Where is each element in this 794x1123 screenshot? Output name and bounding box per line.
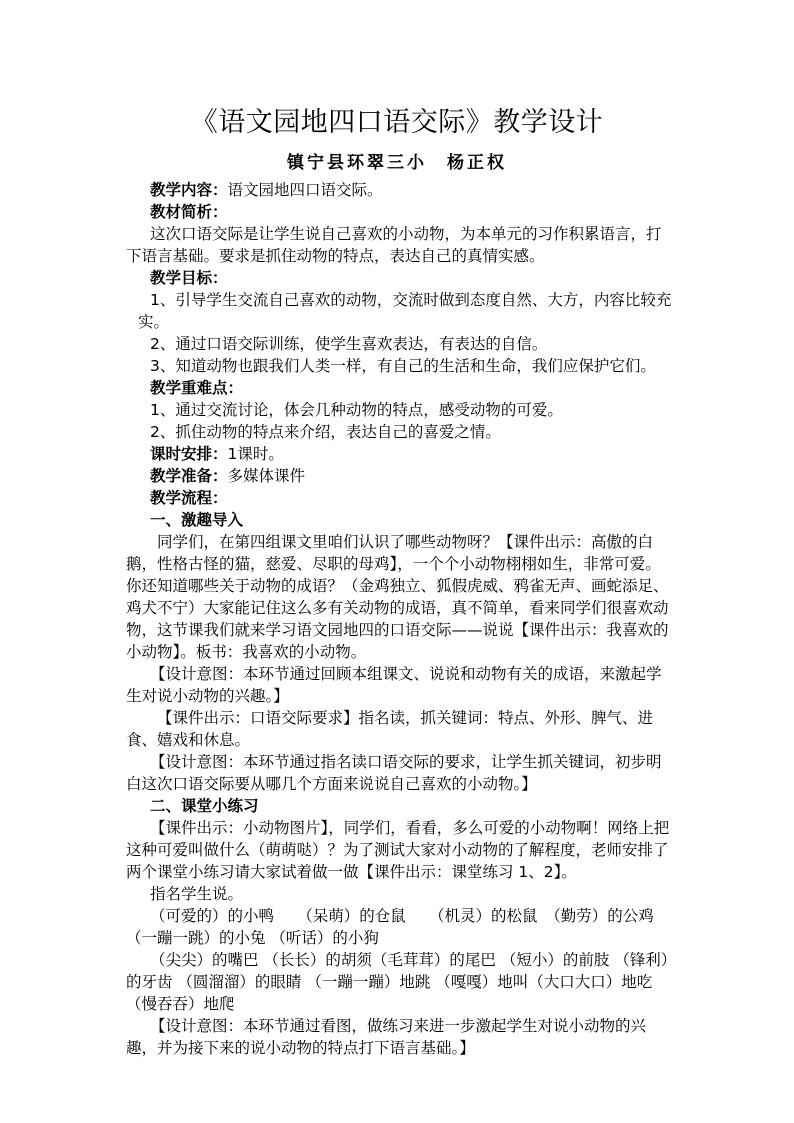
design-intent: 【设计意图：本环节通过回顾本组课文、说说和动物有关的成语，来激起学生对说小动物的兴趣。】 <box>126 665 662 705</box>
teaching-content-text: 语文园地四口语交际。 <box>227 181 383 199</box>
analysis-label: 教材简析： <box>150 203 228 221</box>
process-label: 教学流程： <box>150 489 228 507</box>
class-hours-text: 1课时。 <box>227 445 284 463</box>
goals-label: 教学目标： <box>150 269 228 287</box>
teaching-prep-text: 多媒体课件 <box>227 467 306 485</box>
section2-paragraph: 指名学生说。 <box>150 885 244 903</box>
design-intent: 【设计意图：本环节通过看图，做练习来进一步激起学生对说小动物的兴趣，并为接下来的说小动物的特点打下语言基础。】 <box>126 1017 647 1057</box>
document-title: 《语文园地四口语交际》教学设计 <box>190 107 604 138</box>
teaching-prep <box>126 465 674 487</box>
goal-item: 3、知道动物也跟我们人类一样，有自己的生活和生命，我们应保护它们。 <box>150 357 656 375</box>
class-hours <box>126 443 674 465</box>
exercise-line: （尖尖）的嘴巴 （长长）的胡须（毛茸茸）的尾巴 （短小）的前肢 （锋利）的牙齿 （圆溜溜）的眼睛 （一蹦一蹦）地跳 （嘎嘎）地叫（大口大口）地吃 （慢吞吞）地爬 <box>126 951 699 1013</box>
teaching-content-label: 教学内容： <box>150 181 228 199</box>
teaching-prep-label: 教学准备： <box>150 467 228 485</box>
author-line: 镇宁县环翠三小 杨正权 <box>287 153 507 173</box>
design-intent: 【设计意图：本环节通过指名读口语交际的要求，让学生抓关键词，初步明白这次口语交际要从哪几个方面来说说自己喜欢的小动物。】 <box>126 753 662 793</box>
key-point-item: 1、通过交流讨论，体会几种动物的特点，感受动物的可爱。 <box>150 401 563 419</box>
section1-paragraph: 同学们，在第四组课文里咱们认识了哪些动物呀？【课件出示：高傲的白鹅，性格古怪的猫，慈爱、尽职的母鸡】，一个个小动物栩栩如生，非常可爱。你还知道哪些关于动物的成语？（金鸡独立、狐假虎威、鸦雀无声、画蛇添足、鸡犬不宁）大家能记住这么多有关动物的成语，真不简单，看来同学们很喜欢动物，这节课我们就来学习语文园地四的口语交际——说说【课件出示：我喜欢的小动物】。板书：我喜欢的小动物。 <box>126 533 669 661</box>
key-point-item: 2、抓住动物的特点来介绍，表达自己的喜爱之情。 <box>150 423 501 441</box>
exercise-line: （可爱的）的小鸭 （呆萌）的仓鼠 （机灵）的松鼠 （勤劳）的公鸡（一蹦一跳）的小兔 （听话）的小狗 <box>126 907 654 947</box>
section2-paragraph: 【课件出示：小动物图片】，同学们，看看，多么可爱的小动物啊！网络上把这种可爱叫做什么（萌萌哒）？为了测试大家对小动物的了解程度，老师安排了两个课堂小练习请大家试着做一做【课件出示：课堂练习 1、2】。 <box>126 819 670 881</box>
section-heading: 一、激趣导入 <box>150 511 244 529</box>
key-points-label: 教学重难点： <box>150 379 244 397</box>
class-hours-label: 课时安排： <box>150 445 228 463</box>
analysis-text: 这次口语交际是让学生说自己喜欢的小动物，为本单元的习作积累语言，打下语言基础。要求是抓住动物的特点，表达自己的真情实感。 <box>126 225 662 265</box>
section1-paragraph: 【课件出示：口语交际要求】指名读，抓关键词：特点、外形、脾气、进食、嬉戏和休息。 <box>126 709 654 749</box>
section-heading: 二、课堂小练习 <box>150 797 259 815</box>
document-body <box>126 179 699 1059</box>
goal-item: 2、通过口语交际训练，使学生喜欢表达，有表达的自信。 <box>150 335 548 353</box>
teaching-content <box>126 179 674 201</box>
goal-item: 1、引导学生交流自己喜欢的动物，交流时做到态度自然、大方，内容比较充实。 <box>138 291 672 331</box>
